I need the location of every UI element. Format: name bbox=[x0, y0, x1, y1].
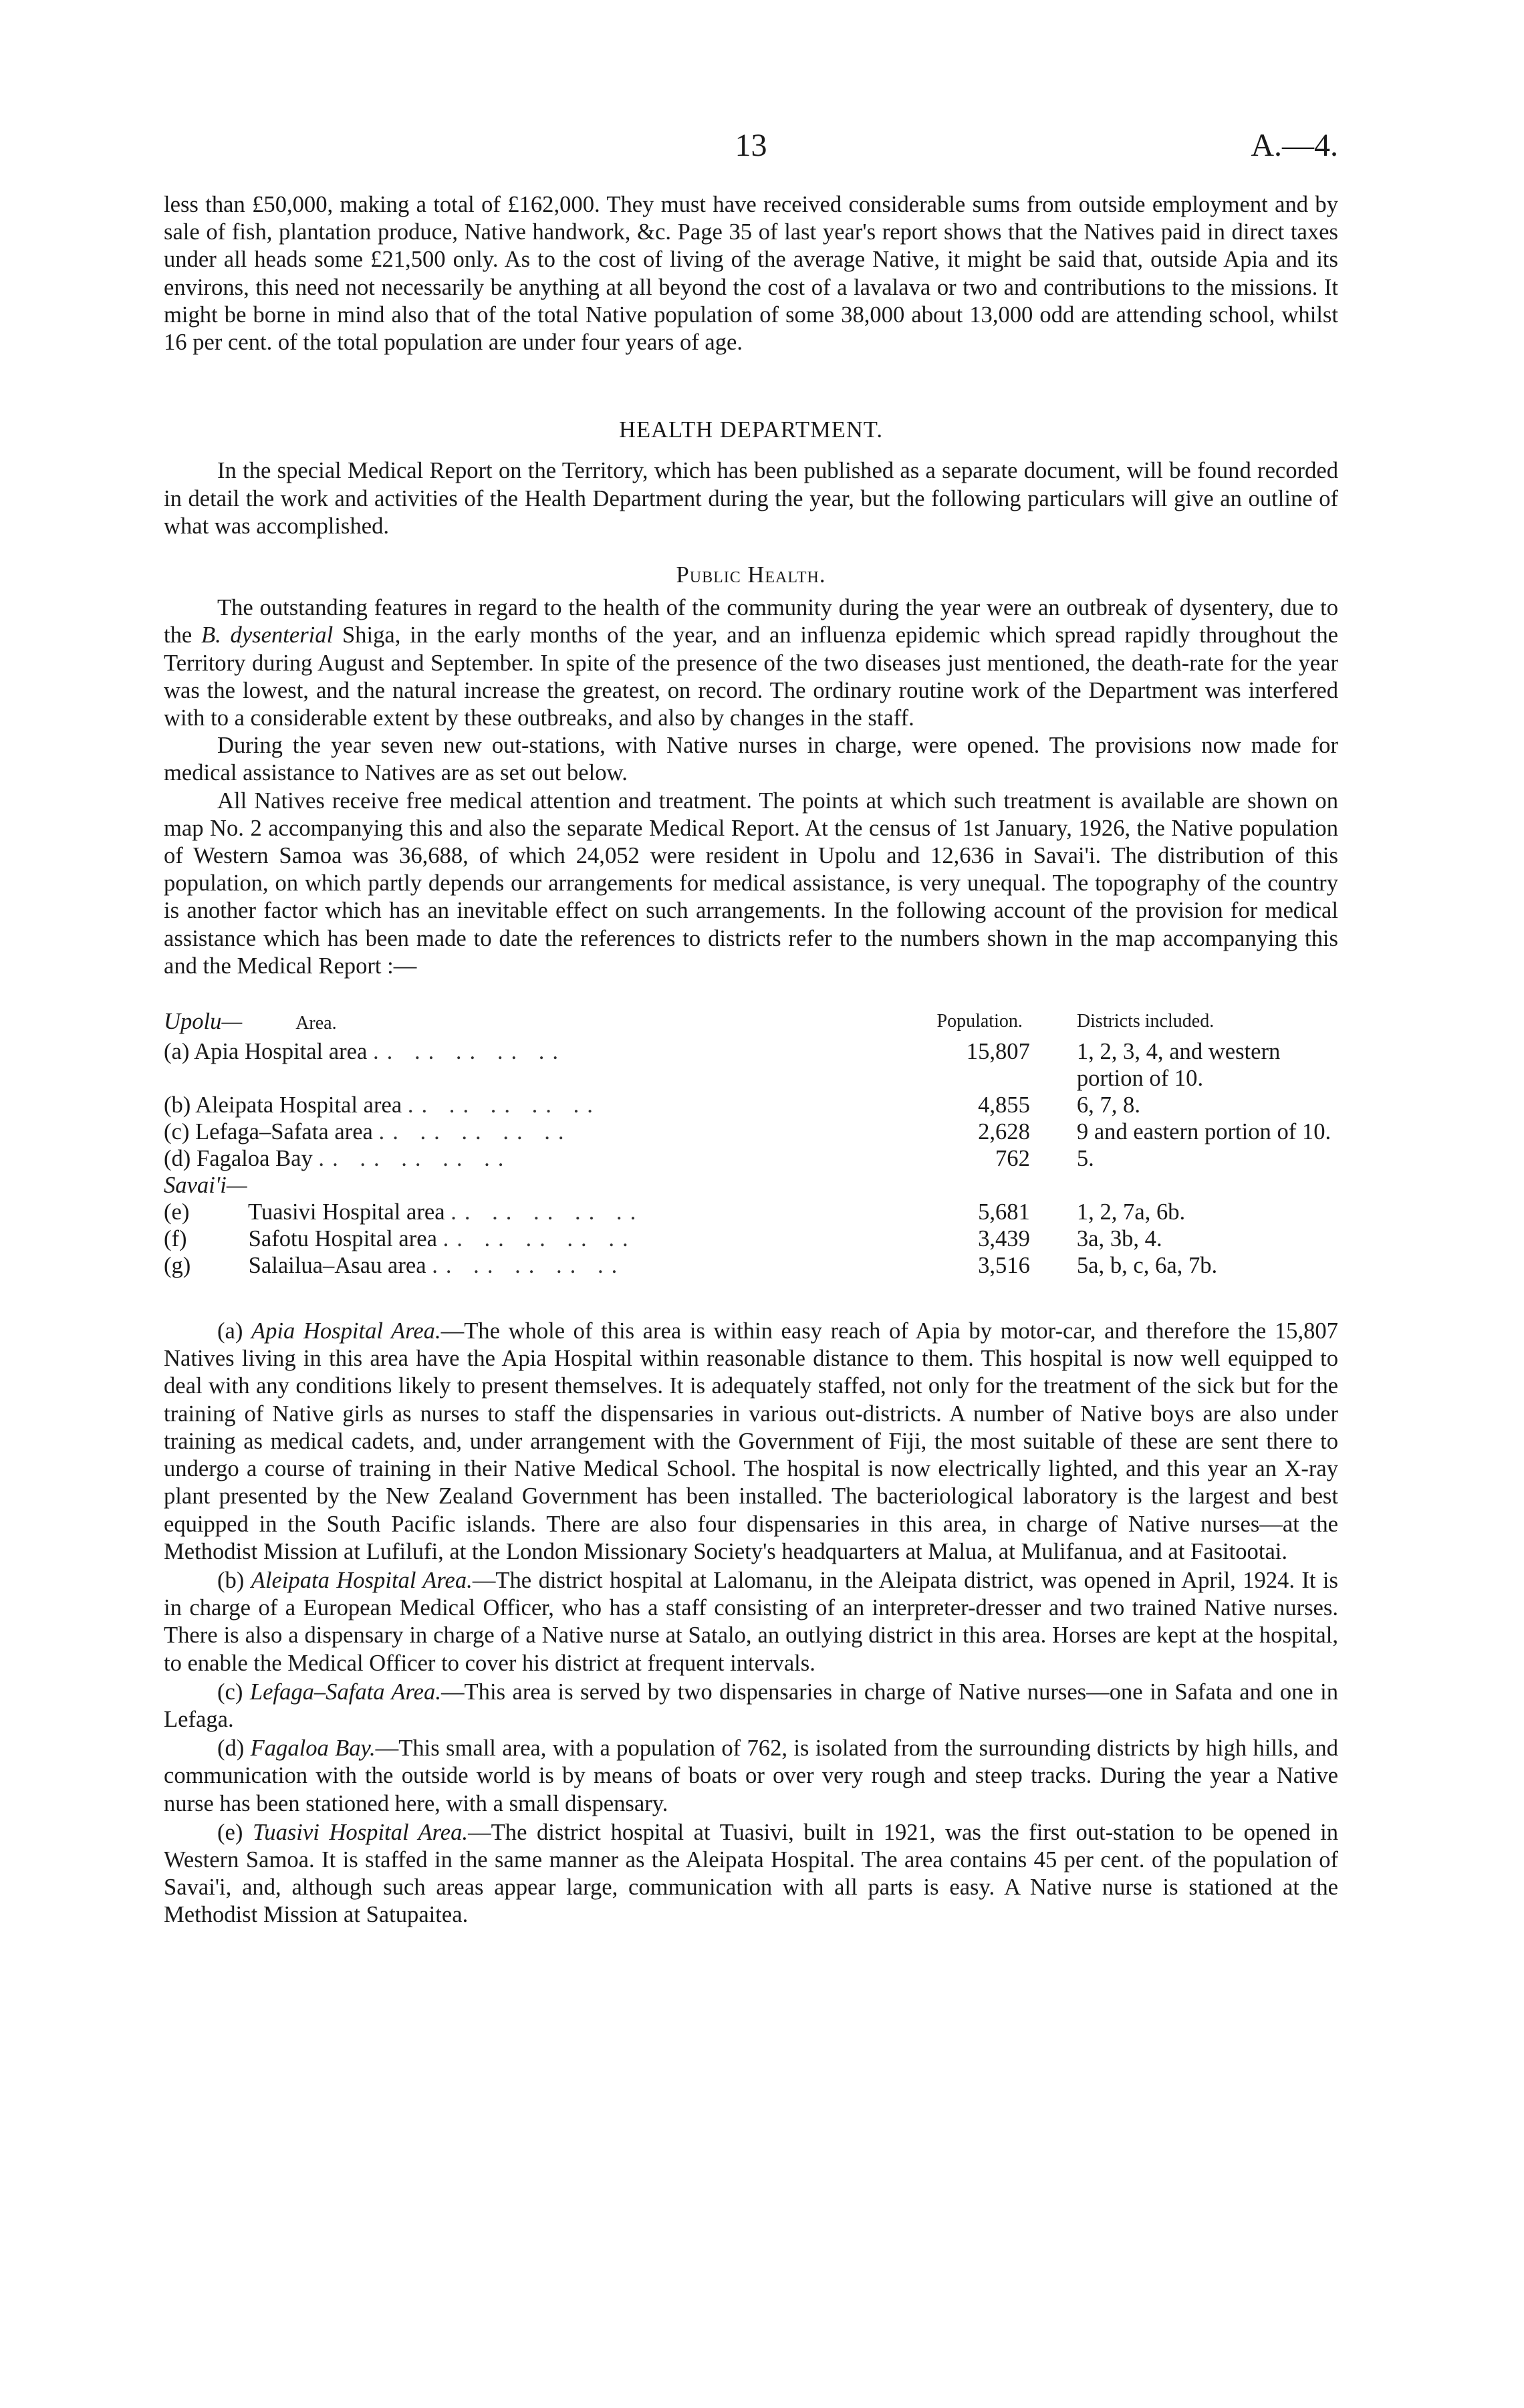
row-leader: .. .. .. .. .. bbox=[442, 1226, 636, 1252]
row-area: Fagaloa Bay bbox=[190, 1146, 319, 1172]
section-title: Apia Hospital Area. bbox=[251, 1318, 441, 1344]
row-leader: .. .. .. .. .. bbox=[451, 1199, 644, 1225]
row-leader: .. .. .. .. .. bbox=[318, 1146, 512, 1172]
row-leader: .. .. .. .. .. bbox=[373, 1039, 567, 1065]
savaii-area-cell bbox=[164, 1199, 896, 1225]
row-area: Lefaga–Safata area bbox=[189, 1119, 379, 1145]
upolu-population-cell: 4,855 bbox=[978, 1092, 1030, 1118]
table-row bbox=[164, 1252, 1338, 1279]
savaii-population-cell: 3,516 bbox=[978, 1253, 1030, 1279]
public-health-heading: Public Health. bbox=[676, 562, 826, 588]
savaii-districts-cell: 3a, 3b, 4. bbox=[1076, 1226, 1162, 1252]
row-key: (d) bbox=[164, 1146, 191, 1172]
health-intro-paragraph: In the special Medical Report on the Territory, which has been published as a separate document, will be found recorded in detail the work and activities of the Health Department during the year, but the following particulars will give an outline of what was accomplished. bbox=[164, 458, 1338, 539]
savaii-area-cell bbox=[164, 1252, 896, 1279]
upolu-population-cell: 15,807 bbox=[966, 1039, 1030, 1065]
row-area: Salailua–Asau area bbox=[243, 1253, 432, 1279]
table-row bbox=[164, 1118, 1338, 1145]
population-table bbox=[164, 1008, 1338, 1279]
upolu-districts-cell: 1, 2, 3, 4, and western portion of 10. bbox=[1076, 1039, 1281, 1092]
intro-paragraph: less than £50,000, making a total of £162,000. They must have received considerable sums from outside employment and by sale of fish, plantation produce, Native handwork, &c. Page 35 of last year's report shows that the Natives paid in direct taxes under all heads some £21,500 only. As to the cost of living of the average Native, it might be said that, outside Apia and its environs, this need not necessarily be anything at all beyond the cost of a lavalava or two and contributions to the missions. It might be borne in mind also that of the total Native population of some 38,000 about 13,000 odd are attending school, whilst 16 per cent. of the total population are under four years of age. bbox=[164, 192, 1338, 356]
col-header-districts: Districts included. bbox=[1076, 1011, 1215, 1032]
ph-text-a: The outstanding features in regard to the health of the community during the year were an outbreak of dysentery, due to the bbox=[164, 595, 1338, 648]
document-reference: A.—4. bbox=[1251, 128, 1338, 163]
savaii-population-cell: 3,439 bbox=[978, 1226, 1030, 1252]
table-row bbox=[164, 1199, 1338, 1225]
section-label: (d) bbox=[217, 1735, 251, 1762]
ph-text-b: Shiga, in the early months of the year, and an influenza epidemic which spread rapidly throughout the Territory during August and September. In spite of the presence of the two diseases just mentioned, the death-rate for the year was the lowest, and the natural increase the greatest, on record. The ordinary routine work of the Department was interfered with to a considerable extent by these outbreaks, and also by changes in the staff. bbox=[164, 622, 1339, 731]
section-title: Aleipata Hospital Area. bbox=[251, 1567, 473, 1593]
row-key: (a) bbox=[164, 1039, 190, 1065]
upolu-population-cell: 762 bbox=[995, 1146, 1030, 1172]
ph-text-italic: B. dysenterial bbox=[201, 622, 334, 648]
section-label: (e) bbox=[217, 1819, 253, 1845]
row-key: (b) bbox=[164, 1092, 191, 1118]
row-area: Apia Hospital area bbox=[189, 1039, 374, 1065]
area-sections bbox=[164, 1318, 1338, 1929]
row-key: (g) bbox=[164, 1253, 191, 1279]
section-label: (a) bbox=[217, 1318, 251, 1344]
table-row bbox=[164, 1038, 1338, 1092]
upolu-population-cell: 2,628 bbox=[978, 1119, 1030, 1145]
area-section-paragraph bbox=[164, 1735, 1338, 1818]
section-body: —The whole of this area is within easy reach of Apia by motor-car, and therefore the 15,807 Natives living in this area have the Apia Hospital within reasonable distance to them. This hospital is now well equipped to deal with any conditions likely to present themselves. It is adequately staffed, not only for the treatment of the sick but for the training of Native girls as nurses to staff the dispensaries in various out-districts. A number of Native boys are also under training as medical cadets, and, under arrangement with the Government of Fiji, the most suitable of these are sent there to undergo a course of training in their Native Medical School. The hospital is now electrically lighted, and this year an X-ray plant presented by the New Zealand Government has been installed. The bacteriological laboratory is the largest and best equipped in the South Pacific islands. There are also four dispensaries in this area, in charge of Native nurses—at the Methodist Mission at Lufilufi, at the London Missionary Society's headquarters at Malua, at Mulifanua, and at Fasitootai. bbox=[164, 1318, 1338, 1564]
upolu-districts-cell: 6, 7, 8. bbox=[1076, 1092, 1140, 1118]
upolu-area-cell bbox=[164, 1038, 896, 1092]
savaii-area-cell bbox=[164, 1225, 896, 1252]
upolu-area-cell bbox=[164, 1092, 896, 1118]
row-leader: .. .. .. .. .. bbox=[432, 1253, 626, 1279]
savaii-rows bbox=[164, 1199, 1338, 1279]
section-title: Lefaga–Safata Area. bbox=[249, 1679, 441, 1705]
row-leader: .. .. .. .. .. bbox=[407, 1092, 601, 1118]
table-header-row bbox=[164, 1008, 1338, 1038]
public-health-paragraph-2: During the year seven new out-stations, with Native nurses in charge, were opened. The provisions now made for medical assistance to Natives are as set out below. bbox=[164, 733, 1338, 786]
table-row bbox=[164, 1225, 1338, 1252]
row-area: Tuasivi Hospital area bbox=[243, 1199, 451, 1225]
upolu-area-cell bbox=[164, 1145, 896, 1172]
page-header bbox=[164, 127, 1338, 163]
health-department-heading: HEALTH DEPARTMENT. bbox=[618, 417, 883, 443]
section-body: —The district hospital at Lalomanu, in the Aleipata district, was opened in April, 1924. It is in charge of a European Medical Officer, who has a staff consisting of an interpreter-dresser and two trained Native nurses. There is also a dispensary in charge of a Native nurse at Satalo, an outlying district in this area. Horses are kept at the hospital, to enable the Medical Officer to cover his district at frequent intervals. bbox=[164, 1567, 1338, 1676]
row-key: (e) bbox=[164, 1199, 190, 1225]
savaii-population-cell: 5,681 bbox=[978, 1199, 1030, 1225]
upolu-districts-cell: 5. bbox=[1076, 1146, 1094, 1172]
upolu-rows bbox=[164, 1038, 1338, 1172]
savaii-group-row bbox=[164, 1172, 1338, 1199]
area-section-paragraph bbox=[164, 1819, 1338, 1929]
area-section-paragraph bbox=[164, 1318, 1338, 1566]
public-health-paragraph-3: All Natives receive free medical attention and treatment. The points at which such treatment is available are shown on map No. 2 accompanying this and also the separate Medical Report. At the census of 1st January, 1926, the Native population of Western Samoa was 36,688, of which 24,052 were resident in Upolu and 12,636 in Savai'i. The distribution of this population, on which partly depends our arrangements for medical assistance, is very unequal. The topography of the country is another factor which has an inevitable effect on such arrangements. In the following account of the provision for medical assistance which has been made to date the references to districts refer to the numbers shown in the map accompanying this and the Medical Report :— bbox=[164, 788, 1338, 979]
section-body: —This area is served by two dispensaries in charge of Native nurses—one in Safata and one in Lefaga. bbox=[164, 1679, 1338, 1732]
page-content bbox=[164, 191, 1338, 1931]
section-title: Fagaloa Bay. bbox=[250, 1735, 376, 1762]
row-area: Safotu Hospital area bbox=[243, 1226, 443, 1252]
savaii-districts-cell: 1, 2, 7a, 6b. bbox=[1076, 1199, 1186, 1225]
row-leader: .. .. .. .. .. bbox=[378, 1119, 572, 1145]
row-key: (f) bbox=[164, 1226, 187, 1252]
page-number: 13 bbox=[735, 128, 767, 163]
col-header-area: Area. bbox=[295, 1013, 337, 1034]
row-area: Aleipata Hospital area bbox=[190, 1092, 408, 1118]
savaii-districts-cell: 5a, b, c, 6a, 7b. bbox=[1076, 1253, 1218, 1279]
table-row bbox=[164, 1092, 1338, 1118]
upolu-area-cell bbox=[164, 1118, 896, 1145]
group-label-savaii: Savai'i— bbox=[164, 1173, 247, 1199]
col-header-population: Population. bbox=[936, 1011, 1023, 1032]
group-label-upolu: Upolu— bbox=[164, 1009, 243, 1035]
table-row bbox=[164, 1145, 1338, 1172]
public-health-paragraph-1 bbox=[164, 594, 1338, 732]
area-section-paragraph bbox=[164, 1567, 1338, 1677]
upolu-districts-cell: 9 and eastern portion of 10. bbox=[1076, 1119, 1331, 1145]
section-title: Tuasivi Hospital Area. bbox=[252, 1819, 469, 1845]
area-section-paragraph bbox=[164, 1679, 1338, 1733]
section-label: (b) bbox=[217, 1567, 251, 1593]
section-label: (c) bbox=[217, 1679, 250, 1705]
section-body: —The district hospital at Tuasivi, built in 1921, was the first out-station to be opened in Western Samoa. It is staffed in the same manner as the Aleipata Hospital. The area contains 45 per cent. of the population of Savai'i, and, although such areas appear large, communication with all parts is easy. A Native nurse is stationed at the Methodist Mission at Satupaitea. bbox=[164, 1819, 1338, 1928]
row-key: (c) bbox=[164, 1119, 190, 1145]
section-body: —This small area, with a population of 762, is isolated from the surrounding districts by high hills, and communication with the outside world is by means of boats or over very rough and steep tracks. During the year a Native nurse has been stationed here, with a small dispensary. bbox=[164, 1735, 1338, 1816]
